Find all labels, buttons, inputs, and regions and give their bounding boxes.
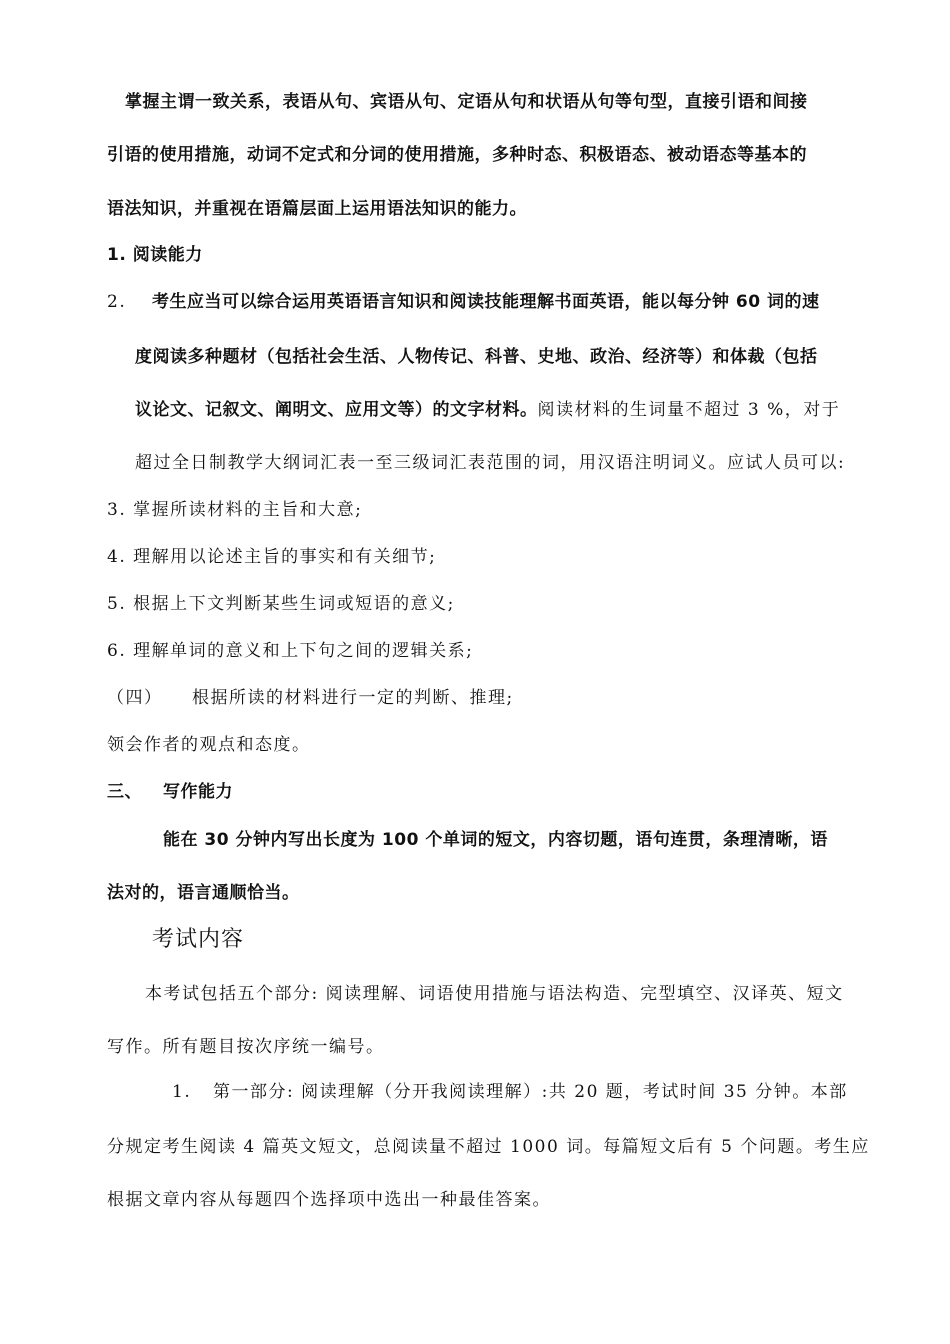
item2-line1: 考生应当可以综合运用英语语言知识和阅读技能理解书面英语，能以每分钟 60 词的速 — [152, 292, 820, 312]
list-item-6: 6. 理解单词的意义和上下句之间的逻辑关系; — [107, 641, 474, 661]
para1-line1: 掌握主谓一致关系，表语从句、宾语从句、定语从句和状语从句等句型，直接引语和间接 — [125, 92, 808, 112]
item2-line3-bold: 议论文、记叙文、阐明文、应用文等）的文字材料。 — [135, 400, 538, 420]
item-si-text: 根据所读的材料进行一定的判断、推理; — [192, 688, 514, 708]
para1-line3: 语法知识，并重视在语篇层面上运用语法知识的能力。 — [107, 199, 527, 219]
list-item-5: 5. 根据上下文判断某些生词或短语的意义; — [107, 594, 455, 614]
section-title: 考试内容 — [152, 927, 245, 952]
intro-line1: 本考试包括五个部分: 阅读理解、词语使用措施与语法构造、完型填空、汉译英、短文 — [145, 984, 844, 1004]
part1-line1: 第一部分: 阅读理解（分开我阅读理解）:共 20 题，考试时间 35 分钟。本部 — [213, 1082, 848, 1102]
writing-para-line1: 能在 30 分钟内写出长度为 100 个单词的短文，内容切题，语句连贯，条理清晰，语 — [163, 830, 828, 850]
item2-line3-normal: 阅读材料的生词量不超过 3 %，对于 — [537, 400, 841, 420]
reading-heading: 1. 阅读能力 — [107, 245, 203, 265]
para1-line2: 引语的使用措施，动词不定式和分词的使用措施，多种时态、积极语态、被动语态等基本的 — [107, 145, 807, 165]
part1-line3: 根据文章内容从每题四个选择项中选出一种最佳答案。 — [107, 1190, 551, 1210]
item2-line4: 超过全日制教学大纲词汇表一至三级词汇表范围的词，用汉语注明词义。应试人员可以: — [135, 453, 846, 473]
part1-number: 1. — [172, 1082, 192, 1102]
intro-line2: 写作。所有题目按次序统一编号。 — [107, 1037, 385, 1057]
writing-heading-text: 写作能力 — [163, 782, 233, 802]
writing-para-line2: 法对的，语言通顺恰当。 — [107, 883, 300, 903]
list-item-3: 3. 掌握所读材料的主旨和大意; — [107, 500, 363, 520]
item-si-marker: （四） — [107, 688, 163, 708]
writing-heading-marker: 三、 — [107, 782, 142, 802]
list-item-4: 4. 理解用以论述主旨的事实和有关细节; — [107, 547, 437, 567]
item2-number: 2. — [107, 292, 127, 312]
item2-line2: 度阅读多种题材（包括社会生活、人物传记、科普、史地、政治、经济等）和体裁（包括 — [135, 347, 818, 367]
attitude-line: 领会作者的观点和态度。 — [107, 735, 311, 755]
item2-line3 — [135, 398, 840, 422]
part1-line2: 分规定考生阅读 4 篇英文短文，总阅读量不超过 1000 词。每篇短文后有 5 个问题。考生应 — [107, 1137, 870, 1157]
